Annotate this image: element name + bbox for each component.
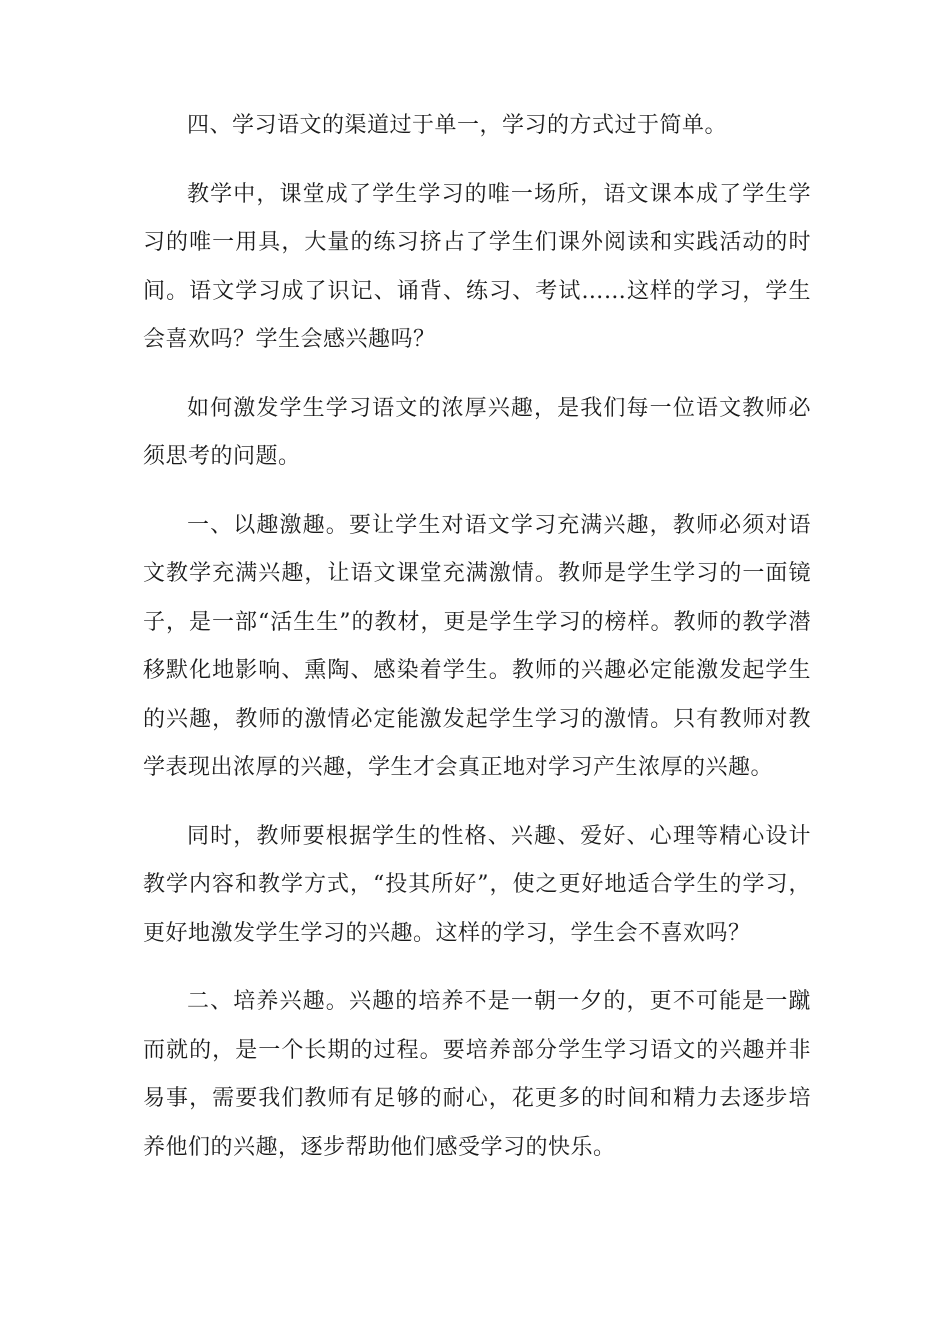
paragraph-method-one: 一、以趣激趣。要让学生对语文学习充满兴趣，教师必须对语文教学充满兴趣，让语文课堂充满激情。教师是学生学习的一面镜子，是一部“活生生”的教材，更是学生学习的榜样。教师的教学潜移默化地影响、熏陶、感染着学生。教师的兴趣必定能激发起学生的兴趣，教师的激情必定能激发起学生学习的激情。只有教师对教学表现出浓厚的兴趣，学生才会真正地对学习产生浓厚的兴趣。 [143,512,811,780]
paragraph-method-two: 二、培养兴趣。兴趣的培养不是一朝一夕的，更不可能是一蹴而就的，是一个长期的过程。要培养部分学生学习语文的兴趣并非易事，需要我们教师有足够的耐心，花更多的时间和精力去逐步培养他们的兴趣，逐步帮助他们感受学习的快乐。 [143,989,811,1160]
paragraph-key-question: 如何激发学生学习语文的浓厚兴趣，是我们每一位语文教师必须思考的问题。 [143,395,811,469]
paragraph-method-one-continued: 同时，教师要根据学生的性格、兴趣、爱好、心理等精心设计教学内容和教学方式，“投其所好”，使之更好地适合学生的学习，更好地激发学生学习的兴趣。这样的学习，学生会不喜欢吗？ [143,823,811,946]
document-body [143,102,811,1192]
paragraph-section-four-heading: 四、学习语文的渠道过于单一，学习的方式过于简单。 [187,113,728,138]
paragraph-classroom-problem: 教学中，课堂成了学生学习的唯一场所，语文课本成了学生学习的唯一用具，大量的练习挤占了学生们课外阅读和实践活动的时间。语文学习成了识记、诵背、练习、考试……这样的学习，学生会喜欢吗？学生会感兴趣吗？ [143,181,811,352]
